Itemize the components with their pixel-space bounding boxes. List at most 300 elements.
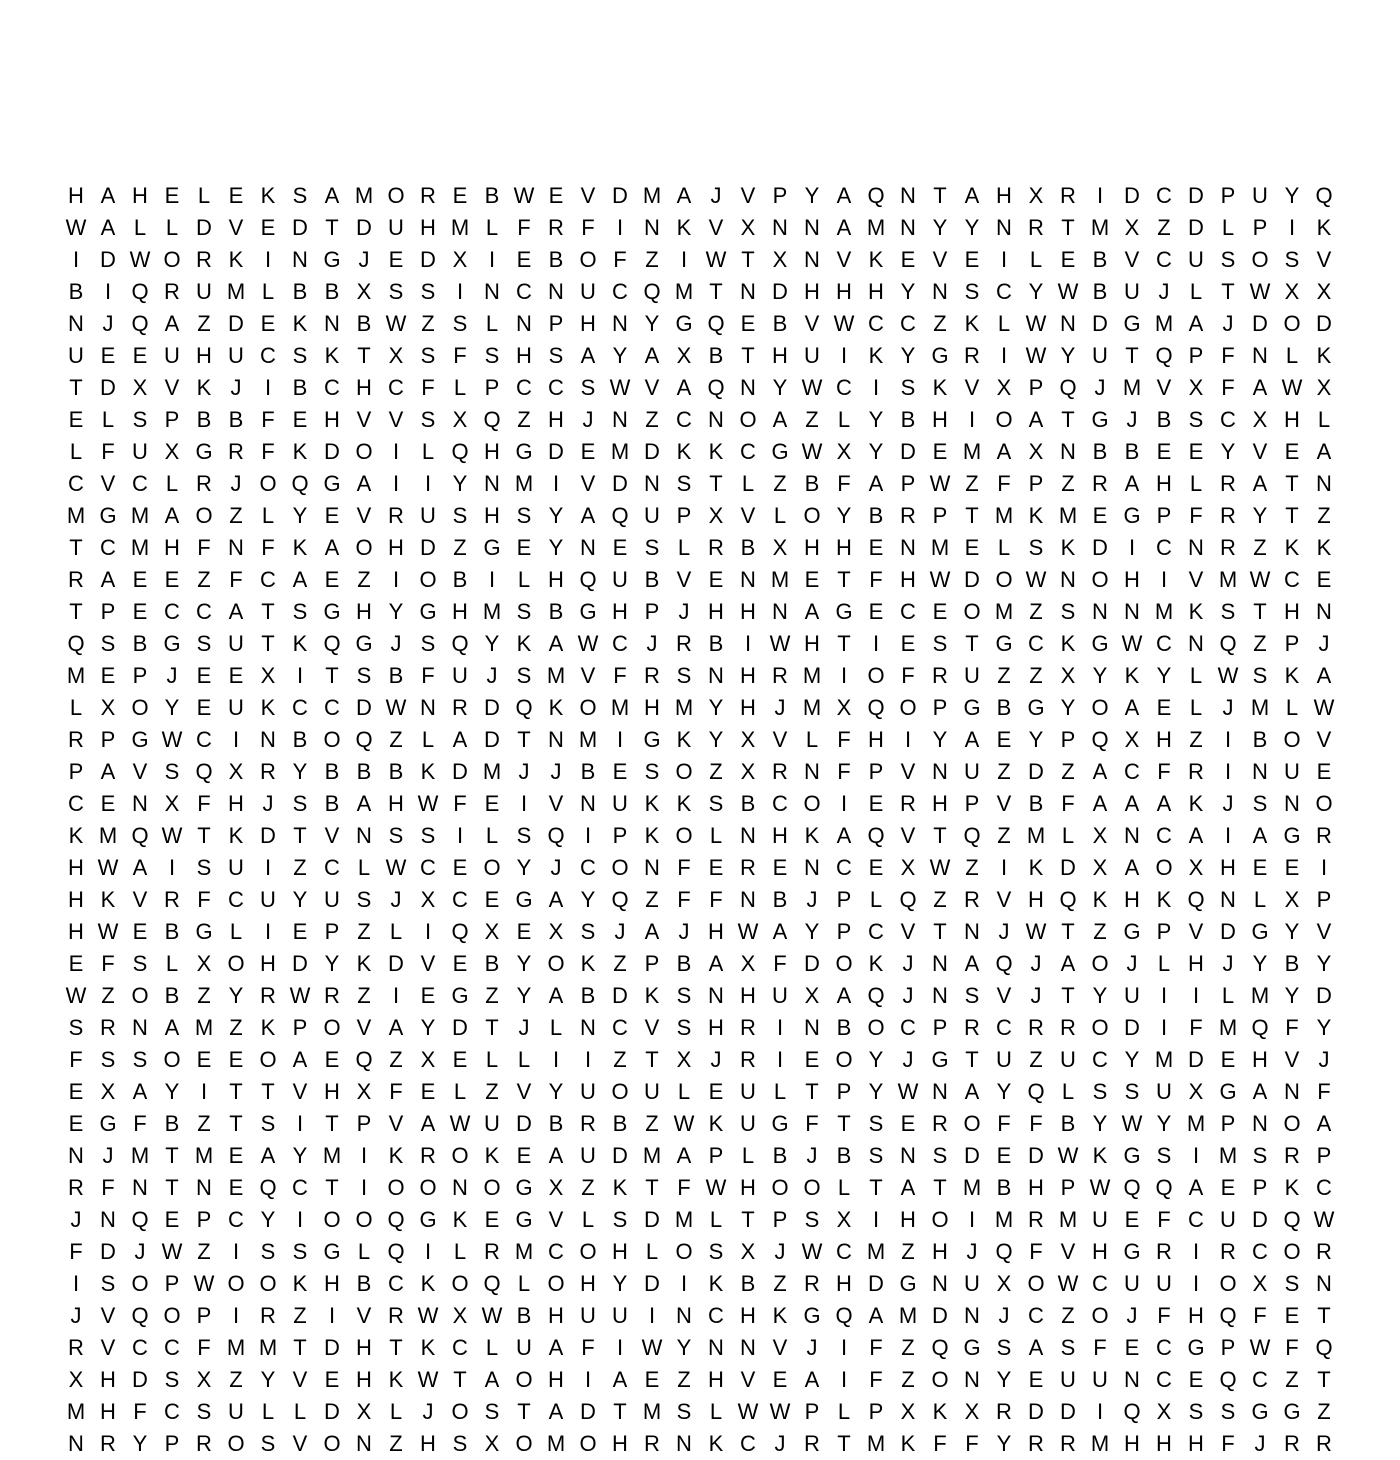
grid-cell[interactable]: Z: [1029, 599, 1043, 624]
grid-cell[interactable]: P: [292, 1015, 308, 1040]
grid-cell[interactable]: M: [514, 1239, 534, 1264]
grid-cell[interactable]: H: [260, 951, 276, 976]
grid-cell[interactable]: C: [260, 343, 276, 368]
grid-cell[interactable]: B: [292, 727, 308, 752]
grid-cell[interactable]: V: [740, 183, 756, 208]
grid-cell[interactable]: M: [482, 759, 502, 784]
grid-cell[interactable]: W: [801, 375, 823, 400]
grid-cell[interactable]: S: [292, 599, 308, 624]
grid-cell[interactable]: N: [900, 1143, 916, 1168]
grid-cell[interactable]: Q: [259, 1175, 277, 1200]
grid-cell[interactable]: J: [1318, 1047, 1330, 1072]
grid-cell[interactable]: K: [260, 183, 276, 208]
grid-cell[interactable]: F: [837, 727, 851, 752]
grid-cell[interactable]: N: [292, 247, 308, 272]
grid-cell[interactable]: W: [1281, 375, 1303, 400]
grid-cell[interactable]: J: [806, 887, 818, 912]
grid-cell[interactable]: G: [1027, 695, 1045, 720]
grid-cell[interactable]: H: [420, 1431, 436, 1456]
grid-cell[interactable]: B: [868, 503, 884, 528]
grid-cell[interactable]: B: [996, 695, 1012, 720]
grid-cell[interactable]: U: [260, 887, 276, 912]
grid-cell[interactable]: L: [133, 215, 147, 240]
grid-cell[interactable]: S: [676, 983, 692, 1008]
grid-cell[interactable]: O: [387, 1175, 405, 1200]
grid-cell[interactable]: B: [676, 951, 692, 976]
grid-cell[interactable]: A: [964, 727, 980, 752]
grid-cell[interactable]: L: [837, 407, 851, 432]
grid-cell[interactable]: V: [676, 567, 692, 592]
grid-cell[interactable]: L: [517, 567, 531, 592]
grid-cell[interactable]: I: [872, 631, 880, 656]
grid-cell[interactable]: W: [1217, 663, 1239, 688]
grid-cell[interactable]: L: [1285, 343, 1299, 368]
grid-cell[interactable]: L: [805, 727, 819, 752]
grid-cell[interactable]: V: [1124, 247, 1140, 272]
grid-cell[interactable]: X: [100, 1079, 116, 1104]
grid-cell[interactable]: X: [1092, 823, 1108, 848]
grid-cell[interactable]: A: [356, 791, 372, 816]
grid-cell[interactable]: Q: [131, 1207, 149, 1232]
grid-cell[interactable]: J: [774, 695, 786, 720]
grid-cell[interactable]: A: [132, 855, 148, 880]
grid-cell[interactable]: I: [584, 1367, 592, 1392]
grid-cell[interactable]: S: [260, 1111, 276, 1136]
grid-cell[interactable]: V: [1316, 919, 1332, 944]
grid-cell[interactable]: S: [932, 631, 948, 656]
grid-cell[interactable]: V: [740, 1367, 756, 1392]
grid-cell[interactable]: P: [196, 1303, 212, 1328]
grid-cell[interactable]: C: [452, 887, 468, 912]
grid-cell[interactable]: V: [644, 1015, 660, 1040]
grid-cell[interactable]: L: [869, 887, 883, 912]
grid-cell[interactable]: B: [1092, 247, 1108, 272]
grid-cell[interactable]: K: [292, 631, 308, 656]
grid-cell[interactable]: D: [100, 247, 116, 272]
grid-cell[interactable]: S: [484, 1399, 500, 1424]
grid-cell[interactable]: D: [548, 439, 564, 464]
grid-cell[interactable]: B: [548, 247, 564, 272]
grid-cell[interactable]: P: [612, 823, 628, 848]
grid-cell[interactable]: M: [66, 503, 86, 528]
grid-cell[interactable]: I: [456, 823, 464, 848]
grid-cell[interactable]: Z: [933, 887, 947, 912]
grid-cell[interactable]: W: [1089, 1175, 1111, 1200]
grid-cell[interactable]: V: [644, 375, 660, 400]
grid-cell[interactable]: T: [709, 471, 723, 496]
grid-cell[interactable]: U: [580, 279, 596, 304]
grid-cell[interactable]: M: [1250, 695, 1270, 720]
grid-cell[interactable]: N: [804, 759, 820, 784]
grid-cell[interactable]: O: [547, 951, 565, 976]
grid-cell[interactable]: S: [420, 631, 436, 656]
grid-cell[interactable]: E: [132, 343, 148, 368]
grid-cell[interactable]: N: [1060, 439, 1076, 464]
grid-cell[interactable]: O: [1091, 1015, 1109, 1040]
grid-cell[interactable]: I: [168, 855, 176, 880]
grid-cell[interactable]: E: [964, 535, 980, 560]
grid-cell[interactable]: L: [741, 471, 755, 496]
grid-cell[interactable]: M: [514, 471, 534, 496]
grid-cell[interactable]: R: [1284, 1143, 1300, 1168]
grid-cell[interactable]: I: [72, 247, 80, 272]
grid-cell[interactable]: W: [1025, 343, 1047, 368]
grid-cell[interactable]: S: [196, 631, 212, 656]
grid-cell[interactable]: V: [388, 407, 404, 432]
grid-cell[interactable]: Q: [963, 823, 981, 848]
grid-cell[interactable]: D: [100, 1239, 116, 1264]
grid-cell[interactable]: Q: [611, 887, 629, 912]
grid-cell[interactable]: S: [484, 343, 500, 368]
grid-cell[interactable]: W: [417, 1367, 439, 1392]
grid-cell[interactable]: P: [644, 951, 660, 976]
grid-cell[interactable]: D: [420, 535, 436, 560]
grid-cell[interactable]: J: [518, 759, 530, 784]
grid-cell[interactable]: O: [483, 1175, 501, 1200]
grid-cell[interactable]: B: [356, 1271, 372, 1296]
grid-cell[interactable]: D: [612, 183, 628, 208]
grid-cell[interactable]: M: [322, 1143, 342, 1168]
grid-cell[interactable]: V: [132, 887, 148, 912]
grid-cell[interactable]: R: [740, 1047, 756, 1072]
grid-cell[interactable]: U: [132, 439, 148, 464]
grid-cell[interactable]: J: [550, 759, 562, 784]
grid-cell[interactable]: N: [356, 1431, 372, 1456]
grid-cell[interactable]: X: [740, 1239, 756, 1264]
grid-cell[interactable]: N: [740, 823, 756, 848]
grid-cell[interactable]: J: [1030, 951, 1042, 976]
grid-cell[interactable]: N: [580, 535, 596, 560]
grid-cell[interactable]: F: [1189, 503, 1203, 528]
grid-cell[interactable]: E: [324, 1047, 340, 1072]
grid-cell[interactable]: T: [709, 279, 723, 304]
grid-cell[interactable]: H: [612, 1431, 628, 1456]
grid-cell[interactable]: X: [804, 983, 820, 1008]
grid-cell[interactable]: L: [389, 1399, 403, 1424]
grid-cell[interactable]: T: [293, 823, 307, 848]
grid-cell[interactable]: S: [1188, 1399, 1204, 1424]
grid-cell[interactable]: F: [1221, 375, 1235, 400]
grid-cell[interactable]: F: [1221, 1431, 1235, 1456]
grid-cell[interactable]: M: [1154, 599, 1174, 624]
grid-cell[interactable]: E: [324, 1367, 340, 1392]
grid-cell[interactable]: C: [1252, 1367, 1268, 1392]
grid-cell[interactable]: O: [419, 1175, 437, 1200]
grid-cell[interactable]: H: [900, 567, 916, 592]
grid-cell[interactable]: S: [132, 1047, 148, 1072]
grid-cell[interactable]: L: [677, 1079, 691, 1104]
grid-cell[interactable]: E: [1060, 247, 1076, 272]
grid-cell[interactable]: X: [1252, 407, 1268, 432]
grid-cell[interactable]: C: [836, 375, 852, 400]
grid-cell[interactable]: E: [420, 1079, 436, 1104]
grid-cell[interactable]: N: [964, 1367, 980, 1392]
grid-cell[interactable]: C: [1156, 183, 1172, 208]
grid-cell[interactable]: K: [388, 1367, 404, 1392]
grid-cell[interactable]: Y: [548, 1079, 564, 1104]
grid-cell[interactable]: H: [324, 1271, 340, 1296]
grid-cell[interactable]: C: [612, 631, 628, 656]
grid-cell[interactable]: U: [452, 663, 468, 688]
grid-cell[interactable]: D: [580, 1399, 596, 1424]
grid-cell[interactable]: A: [644, 919, 660, 944]
grid-cell[interactable]: S: [1156, 1143, 1172, 1168]
grid-cell[interactable]: F: [1029, 1239, 1043, 1264]
grid-cell[interactable]: R: [164, 279, 180, 304]
grid-cell[interactable]: S: [1220, 599, 1236, 624]
grid-cell[interactable]: B: [228, 407, 244, 432]
grid-cell[interactable]: C: [1188, 1207, 1204, 1232]
grid-cell[interactable]: O: [1283, 1239, 1301, 1264]
grid-cell[interactable]: S: [292, 343, 308, 368]
grid-cell[interactable]: Z: [997, 759, 1011, 784]
grid-cell[interactable]: S: [676, 663, 692, 688]
grid-cell[interactable]: F: [901, 663, 915, 688]
grid-cell[interactable]: L: [453, 1239, 467, 1264]
grid-cell[interactable]: H: [1284, 407, 1300, 432]
grid-cell[interactable]: Q: [131, 1303, 149, 1328]
grid-cell[interactable]: T: [197, 823, 211, 848]
grid-cell[interactable]: D: [1252, 1207, 1268, 1232]
grid-cell[interactable]: Z: [197, 983, 211, 1008]
grid-cell[interactable]: R: [740, 855, 756, 880]
grid-cell[interactable]: D: [324, 1335, 340, 1360]
grid-cell[interactable]: D: [100, 375, 116, 400]
grid-cell[interactable]: L: [837, 1175, 851, 1200]
grid-cell[interactable]: C: [228, 1207, 244, 1232]
grid-cell[interactable]: U: [68, 343, 84, 368]
grid-cell[interactable]: N: [132, 1175, 148, 1200]
grid-cell[interactable]: T: [325, 215, 339, 240]
grid-cell[interactable]: X: [1284, 887, 1300, 912]
grid-cell[interactable]: I: [776, 1047, 784, 1072]
grid-cell[interactable]: P: [100, 727, 116, 752]
grid-cell[interactable]: K: [804, 823, 820, 848]
grid-cell[interactable]: M: [1058, 503, 1078, 528]
grid-cell[interactable]: O: [163, 1047, 181, 1072]
grid-cell[interactable]: H: [484, 439, 500, 464]
grid-cell[interactable]: Q: [1059, 375, 1077, 400]
grid-cell[interactable]: A: [1252, 1079, 1268, 1104]
grid-cell[interactable]: O: [1091, 567, 1109, 592]
grid-cell[interactable]: F: [837, 471, 851, 496]
grid-cell[interactable]: S: [292, 183, 308, 208]
grid-cell[interactable]: U: [772, 983, 788, 1008]
grid-cell[interactable]: J: [422, 1399, 434, 1424]
grid-cell[interactable]: X: [548, 1175, 564, 1200]
grid-cell[interactable]: Y: [292, 759, 308, 784]
grid-cell[interactable]: U: [1092, 343, 1108, 368]
grid-cell[interactable]: U: [644, 1079, 660, 1104]
grid-cell[interactable]: X: [772, 247, 788, 272]
grid-cell[interactable]: S: [260, 1431, 276, 1456]
grid-cell[interactable]: D: [356, 215, 372, 240]
grid-cell[interactable]: H: [836, 279, 852, 304]
grid-cell[interactable]: E: [708, 1079, 724, 1104]
grid-cell[interactable]: E: [228, 663, 244, 688]
grid-cell[interactable]: B: [1092, 439, 1108, 464]
grid-cell[interactable]: O: [835, 1047, 853, 1072]
grid-cell[interactable]: X: [164, 439, 180, 464]
grid-cell[interactable]: X: [452, 407, 468, 432]
grid-cell[interactable]: Y: [932, 727, 948, 752]
grid-cell[interactable]: T: [741, 1207, 755, 1232]
grid-cell[interactable]: O: [515, 1367, 533, 1392]
grid-cell[interactable]: Z: [357, 567, 371, 592]
grid-cell[interactable]: K: [580, 951, 596, 976]
grid-cell[interactable]: W: [1025, 919, 1047, 944]
grid-cell[interactable]: U: [1284, 759, 1300, 784]
grid-cell[interactable]: N: [580, 1015, 596, 1040]
grid-cell[interactable]: R: [1060, 183, 1076, 208]
grid-cell[interactable]: G: [1219, 1079, 1237, 1104]
grid-cell[interactable]: D: [420, 247, 436, 272]
grid-cell[interactable]: R: [804, 1431, 820, 1456]
grid-cell[interactable]: A: [580, 503, 596, 528]
grid-cell[interactable]: N: [68, 1143, 84, 1168]
grid-cell[interactable]: I: [456, 279, 464, 304]
grid-cell[interactable]: K: [708, 439, 724, 464]
grid-cell[interactable]: H: [1092, 1239, 1108, 1264]
grid-cell[interactable]: G: [1251, 919, 1269, 944]
grid-cell[interactable]: Q: [707, 375, 725, 400]
grid-cell[interactable]: U: [1220, 1207, 1236, 1232]
grid-cell[interactable]: S: [708, 1239, 724, 1264]
grid-cell[interactable]: P: [356, 1111, 372, 1136]
grid-cell[interactable]: Y: [388, 599, 404, 624]
grid-cell[interactable]: S: [356, 663, 372, 688]
grid-cell[interactable]: S: [132, 407, 148, 432]
grid-cell[interactable]: M: [866, 1239, 886, 1264]
grid-cell[interactable]: S: [516, 599, 532, 624]
grid-cell[interactable]: M: [1218, 1143, 1238, 1168]
grid-cell[interactable]: A: [1092, 759, 1108, 784]
grid-cell[interactable]: B: [996, 1175, 1012, 1200]
grid-cell[interactable]: L: [229, 919, 243, 944]
grid-cell[interactable]: F: [453, 343, 467, 368]
grid-cell[interactable]: V: [356, 407, 372, 432]
grid-cell[interactable]: A: [1124, 695, 1140, 720]
grid-cell[interactable]: X: [836, 439, 852, 464]
grid-cell[interactable]: E: [1124, 1207, 1140, 1232]
grid-cell[interactable]: C: [1028, 631, 1044, 656]
grid-cell[interactable]: S: [676, 1399, 692, 1424]
grid-cell[interactable]: F: [133, 1399, 147, 1424]
grid-cell[interactable]: V: [996, 887, 1012, 912]
grid-cell[interactable]: S: [932, 1143, 948, 1168]
grid-cell[interactable]: K: [612, 1175, 628, 1200]
grid-cell[interactable]: T: [933, 1175, 947, 1200]
grid-cell[interactable]: R: [900, 791, 916, 816]
grid-cell[interactable]: T: [1221, 279, 1235, 304]
grid-cell[interactable]: U: [228, 1399, 244, 1424]
grid-cell[interactable]: S: [1220, 247, 1236, 272]
grid-cell[interactable]: W: [417, 1303, 439, 1328]
grid-cell[interactable]: K: [292, 1271, 308, 1296]
grid-cell[interactable]: L: [1189, 663, 1203, 688]
grid-cell[interactable]: S: [1124, 1079, 1140, 1104]
grid-cell[interactable]: C: [324, 855, 340, 880]
grid-cell[interactable]: Y: [516, 951, 532, 976]
grid-cell[interactable]: A: [964, 1079, 980, 1104]
grid-cell[interactable]: X: [1188, 375, 1204, 400]
grid-cell[interactable]: C: [1284, 567, 1300, 592]
grid-cell[interactable]: A: [164, 311, 180, 336]
grid-cell[interactable]: P: [1220, 1335, 1236, 1360]
grid-cell[interactable]: E: [452, 951, 468, 976]
grid-cell[interactable]: M: [98, 823, 118, 848]
grid-cell[interactable]: I: [392, 439, 400, 464]
grid-cell[interactable]: C: [68, 791, 84, 816]
grid-cell[interactable]: C: [1156, 1367, 1172, 1392]
grid-cell[interactable]: F: [613, 663, 627, 688]
grid-cell[interactable]: O: [963, 599, 981, 624]
grid-cell[interactable]: J: [774, 1239, 786, 1264]
grid-cell[interactable]: Q: [579, 567, 597, 592]
grid-cell[interactable]: D: [260, 823, 276, 848]
grid-cell[interactable]: E: [900, 247, 916, 272]
grid-cell[interactable]: S: [164, 1367, 180, 1392]
grid-cell[interactable]: Y: [612, 343, 628, 368]
grid-cell[interactable]: Y: [420, 1015, 436, 1040]
grid-cell[interactable]: N: [420, 695, 436, 720]
grid-cell[interactable]: D: [1188, 1047, 1204, 1072]
grid-cell[interactable]: F: [997, 1111, 1011, 1136]
grid-cell[interactable]: Q: [451, 439, 469, 464]
grid-cell[interactable]: V: [836, 247, 852, 272]
grid-cell[interactable]: W: [1121, 1111, 1143, 1136]
grid-cell[interactable]: L: [709, 823, 723, 848]
grid-cell[interactable]: P: [1284, 631, 1300, 656]
grid-cell[interactable]: Z: [965, 471, 979, 496]
grid-cell[interactable]: U: [740, 1079, 756, 1104]
grid-cell[interactable]: N: [804, 855, 820, 880]
grid-cell[interactable]: M: [866, 1431, 886, 1456]
grid-cell[interactable]: C: [612, 1015, 628, 1040]
grid-cell[interactable]: P: [164, 1271, 180, 1296]
grid-cell[interactable]: I: [776, 1015, 784, 1040]
grid-cell[interactable]: O: [611, 1079, 629, 1104]
grid-cell[interactable]: R: [420, 1143, 436, 1168]
grid-cell[interactable]: A: [100, 567, 116, 592]
grid-cell[interactable]: Y: [260, 1367, 276, 1392]
grid-cell[interactable]: A: [132, 1079, 148, 1104]
grid-cell[interactable]: Y: [996, 1431, 1012, 1456]
grid-cell[interactable]: Q: [1059, 887, 1077, 912]
grid-cell[interactable]: M: [1026, 823, 1046, 848]
grid-cell[interactable]: A: [228, 599, 244, 624]
grid-cell[interactable]: H: [772, 823, 788, 848]
grid-cell[interactable]: W: [129, 247, 151, 272]
grid-cell[interactable]: T: [69, 599, 83, 624]
grid-cell[interactable]: Y: [1060, 343, 1076, 368]
grid-cell[interactable]: R: [228, 439, 244, 464]
grid-cell[interactable]: W: [161, 823, 183, 848]
grid-cell[interactable]: Z: [677, 1367, 691, 1392]
grid-cell[interactable]: M: [226, 1335, 246, 1360]
grid-cell[interactable]: G: [99, 1111, 117, 1136]
grid-cell[interactable]: F: [1157, 1303, 1171, 1328]
grid-cell[interactable]: G: [515, 887, 533, 912]
grid-cell[interactable]: A: [708, 951, 724, 976]
grid-cell[interactable]: E: [708, 855, 724, 880]
grid-cell[interactable]: X: [484, 1431, 500, 1456]
grid-cell[interactable]: U: [1124, 279, 1140, 304]
grid-cell[interactable]: X: [740, 759, 756, 784]
grid-cell[interactable]: Y: [516, 983, 532, 1008]
grid-cell[interactable]: O: [867, 1015, 885, 1040]
grid-cell[interactable]: Y: [228, 983, 244, 1008]
